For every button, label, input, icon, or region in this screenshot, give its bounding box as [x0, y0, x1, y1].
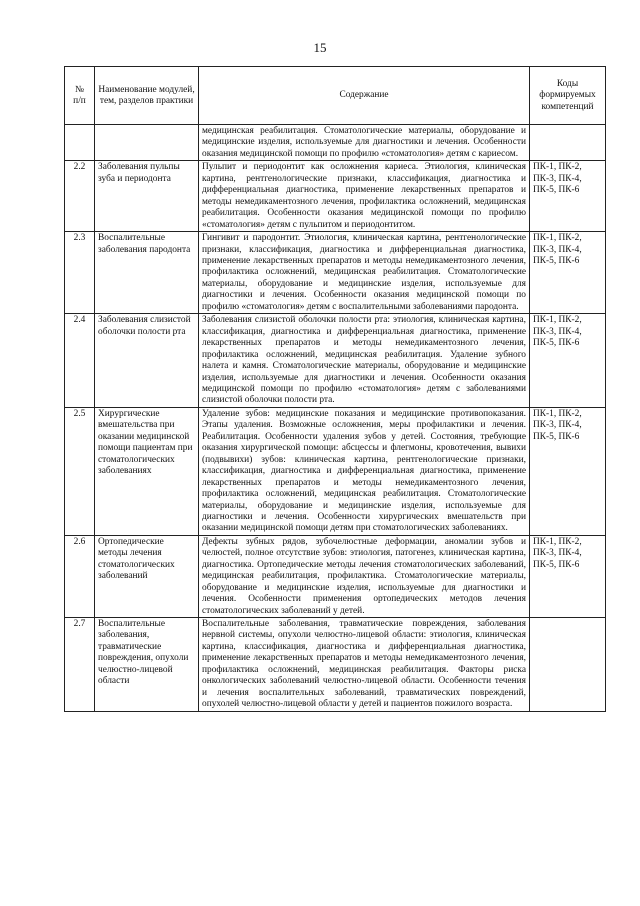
row-name: Заболевания пульпы зуба и периодонта — [95, 161, 199, 232]
row-name — [95, 125, 199, 161]
table-row — [65, 535, 606, 617]
page-number: 15 — [313, 40, 327, 55]
table-row — [65, 407, 606, 535]
row-content: Гингивит и пародонтит. Этиология, клиническая картина, рентгенологические признаки, классификация, диагностика и дифференциальная диагностика, применение лекарственных препаратов и методы немедикаментозного лечения, профилактика осложнений, медицинская реабилитация. Стоматологические материалы, оборудование и медицинские изделия, используемые для диагностики и лечения. Особенности оказания медицинской помощи по профилю «стоматология» детям с воспалительными заболеваниями пародонта. — [199, 232, 530, 314]
table-row — [65, 161, 606, 232]
row-num: 2.7 — [65, 618, 95, 712]
curriculum-table — [64, 66, 606, 712]
header-codes: Коды формируемых компетенций — [530, 67, 606, 125]
header-name: Наименование модулей, тем, разделов практики — [95, 67, 199, 125]
row-codes — [530, 618, 606, 712]
row-content: Воспалительные заболевания, травматические повреждения, заболевания нервной системы, опухоли челюстно-лицевой области: этиология, клиническая картина, классификация, диагностика и дифференциальная диагностика, применение лекарственных препаратов и методы немедикаментозного лечения, профилактика осложнений, медицинская реабилитация. Факторы риска онкологических заболеваний челюстно-лицевой области. Особенности течения и лечения воспалительных заболеваний, травматических повреждений, опухолей челюстно-лицевой области у детей и пациентов пожилого возраста. — [199, 618, 530, 712]
row-codes: ПК-1, ПК-2, ПК-3, ПК-4, ПК-5, ПК-6 — [530, 407, 606, 535]
row-codes — [530, 125, 606, 161]
row-content: медицинская реабилитация. Стоматологические материалы, оборудование и медицинские изделия, используемые для диагностики и лечения. Особенности оказания медицинской помощи по профилю «стоматология» детям с кариесом. — [199, 125, 530, 161]
row-content: Дефекты зубных рядов, зубочелюстные деформации, аномалии зубов и челюстей, полное отсутствие зубов: этиология, патогенез, клиническая картина, диагностика. Ортопедические методы лечения стоматологических заболеваний, медицинская реабилитация, профилактика. Стоматологические материалы, оборудование и медицинские изделия, используемые для диагностики и лечения. Особенности применения ортопедических методов лечения стоматологических заболеваний у детей. — [199, 535, 530, 617]
row-name: Заболевания слизистой оболочки полости рта — [95, 314, 199, 408]
table-row — [65, 618, 606, 712]
header-num: № п/п — [65, 67, 95, 125]
header-content: Содержание — [199, 67, 530, 125]
row-name: Ортопедические методы лечения стоматологических заболеваний — [95, 535, 199, 617]
row-num: 2.4 — [65, 314, 95, 408]
row-codes: ПК-1, ПК-2, ПК-3, ПК-4, ПК-5, ПК-6 — [530, 232, 606, 314]
row-name: Воспалительные заболевания, травматические повреждения, опухоли челюстно-лицевой области — [95, 618, 199, 712]
row-name: Воспалительные заболевания пародонта — [95, 232, 199, 314]
row-num: 2.6 — [65, 535, 95, 617]
table-row — [65, 232, 606, 314]
row-content: Удаление зубов: медицинские показания и медицинские противопоказания. Этапы удаления. Возможные осложнения, меры профилактики и лечения. Реабилитация. Особенности удаления зубов у детей. Состояния, требующие оказания хирургической помощи: абсцессы и флегмоны, кровотечения, вывихи (подвывихи) зубов: клиническая картина, рентгенологические признаки, классификация, диагностика и дифференциальная диагностика, применение лекарственных препаратов и методы немедикаментозного лечения, профилактика осложнений, медицинская реабилитация. Стоматологические материалы, оборудование и медицинские изделия, используемые для диагностики и лечения. Особенности хирургических вмешательств при оказании медицинской помощи детям при стоматологических заболеваниях. — [199, 407, 530, 535]
row-content: Заболевания слизистой оболочки полости рта: этиология, клиническая картина, классификация, диагностика и дифференциальная диагностика, применение лекарственных препаратов и методы немедикаментозного лечения, профилактика осложнений, медицинская реабилитация. Удаление зубного налета и камня. Стоматологические материалы, оборудование и медицинские изделия, используемые для диагностики и лечения. Особенности оказания медицинской помощи по профилю «стоматология» детям с заболеваниями слизистой оболочки полости рта. — [199, 314, 530, 408]
row-codes: ПК-1, ПК-2, ПК-3, ПК-4, ПК-5, ПК-6 — [530, 535, 606, 617]
row-num: 2.3 — [65, 232, 95, 314]
row-num — [65, 125, 95, 161]
row-num: 2.2 — [65, 161, 95, 232]
table-row — [65, 125, 606, 161]
row-codes: ПК-1, ПК-2, ПК-3, ПК-4, ПК-5, ПК-6 — [530, 314, 606, 408]
row-num: 2.5 — [65, 407, 95, 535]
row-name: Хирургические вмешательства при оказании медицинской помощи пациентам при стоматологических заболеваниях — [95, 407, 199, 535]
row-codes: ПК-1, ПК-2, ПК-3, ПК-4, ПК-5, ПК-6 — [530, 161, 606, 232]
table-row — [65, 314, 606, 408]
table-header-row — [65, 67, 606, 125]
row-content: Пульпит и периодонтит как осложнения кариеса. Этиология, клиническая картина, рентгенологические признаки, классификация, диагностика и дифференциальная диагностика, применение лекарственных препаратов и методы немедикаментозного лечения, профилактика осложнений, медицинская реабилитация. Особенности оказания медицинской помощи по профилю «стоматология» детям с пульпитом и периодонтитом. — [199, 161, 530, 232]
